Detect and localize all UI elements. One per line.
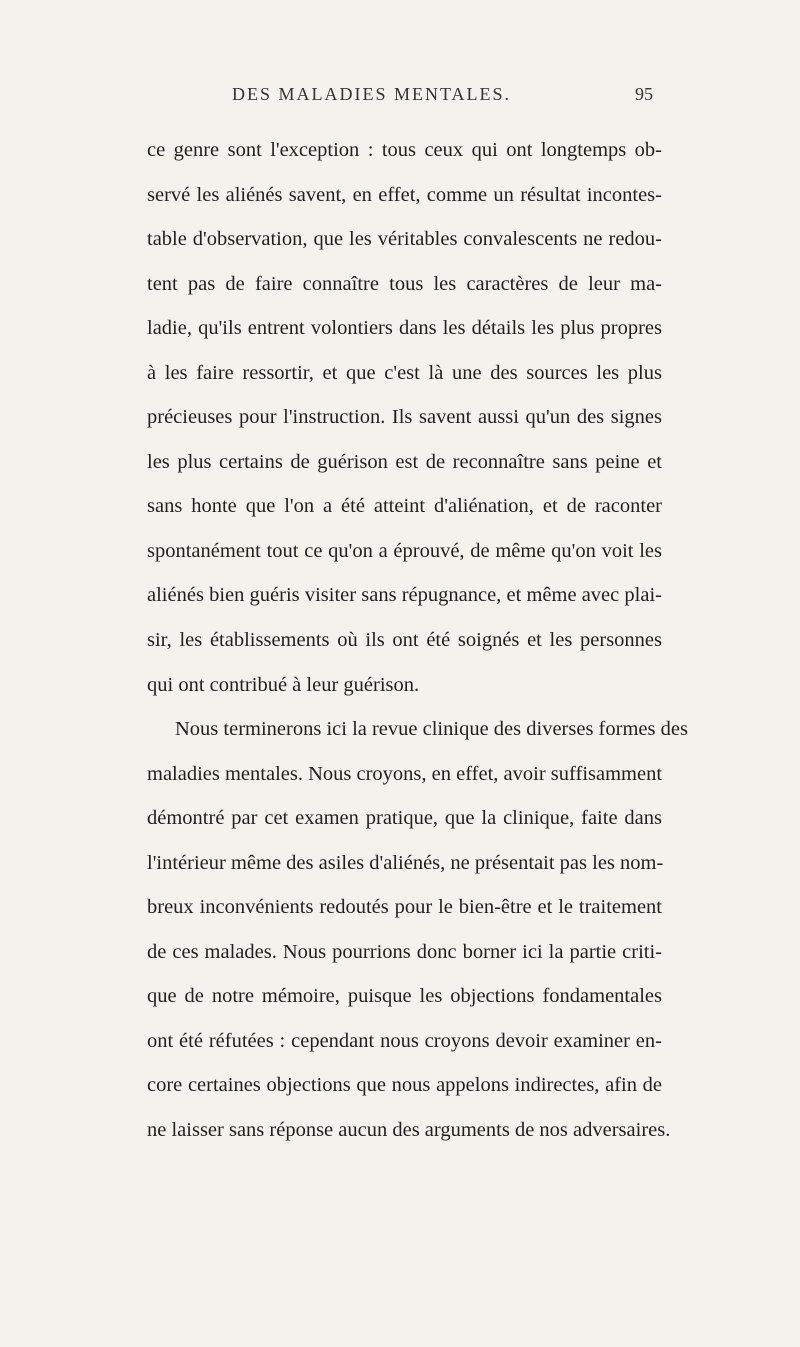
text-line-paragraph-start: Nous terminerons ici la revue clinique des diverses formes des bbox=[175, 718, 688, 741]
text-line: table d'observation, que les véritables convalescents ne redou- bbox=[147, 228, 662, 251]
text-line: à les faire ressortir, et que c'est là une des sources les plus bbox=[147, 361, 662, 384]
text-line: sir, les établissements où ils ont été soignés et les personnes bbox=[147, 629, 662, 652]
text-line: breux inconvénients redoutés pour le bien-être et le traitement bbox=[147, 896, 662, 919]
body-text bbox=[147, 128, 688, 1153]
text-line: aliénés bien guéris visiter sans répugnance, et même avec plai- bbox=[147, 584, 662, 607]
text-line: core certaines objections que nous appelons indirectes, afin de bbox=[147, 1074, 662, 1097]
text-line: ont été réfutées : cependant nous croyons devoir examiner en- bbox=[147, 1029, 662, 1052]
text-line: servé les aliénés savent, en effet, comme un résultat incontes- bbox=[147, 183, 662, 206]
text-line: de ces malades. Nous pourrions donc borner ici la partie criti- bbox=[147, 940, 662, 963]
text-line: maladies mentales. Nous croyons, en effet, avoir suffisamment bbox=[147, 762, 663, 785]
text-line-paragraph-end: ne laisser sans réponse aucun des arguments de nos adversaires. bbox=[147, 1119, 671, 1142]
text-line: l'intérieur même des asiles d'aliénés, ne présentait pas les nom- bbox=[147, 851, 664, 874]
page-number: 95 bbox=[635, 84, 653, 104]
text-line: précieuses pour l'instruction. Ils savent aussi qu'un des signes bbox=[147, 406, 662, 429]
text-line: les plus certains de guérison est de reconnaître sans peine et bbox=[147, 450, 662, 473]
text-line-paragraph-end: qui ont contribué à leur guérison. bbox=[147, 673, 420, 696]
text-line: démontré par cet examen pratique, que la clinique, faite dans bbox=[147, 807, 662, 830]
text-line: spontanément tout ce qu'on a éprouvé, de même qu'on voit les bbox=[147, 539, 662, 562]
running-title: DES MALADIES MENTALES. bbox=[232, 84, 512, 104]
text-line: tent pas de faire connaître tous les caractères de leur ma- bbox=[147, 272, 662, 295]
running-header bbox=[0, 84, 800, 108]
text-line: ce genre sont l'exception : tous ceux qui ont longtemps ob- bbox=[147, 139, 662, 161]
text-line: ladie, qu'ils entrent volontiers dans les détails les plus propres bbox=[147, 317, 662, 340]
text-line: que de notre mémoire, puisque les objections fondamentales bbox=[147, 985, 662, 1008]
text-line: sans honte que l'on a été atteint d'aliénation, et de raconter bbox=[147, 495, 662, 518]
